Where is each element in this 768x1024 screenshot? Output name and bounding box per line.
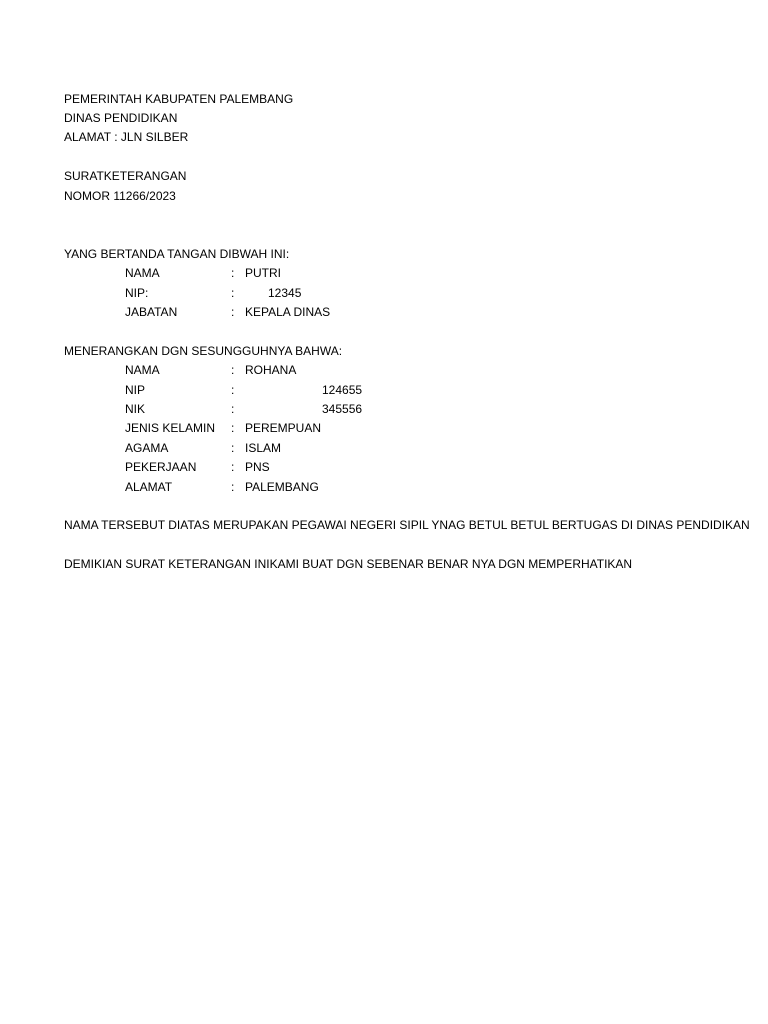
subject-row-name [0,363,768,377]
signer-row-position [0,305,768,319]
header-address: ALAMAT : JLN SILBER [64,130,189,144]
field-colon: : [231,266,235,280]
field-value: ISLAM [245,441,282,455]
field-value: 345556 [322,402,363,416]
field-label: AGAMA [125,441,169,455]
field-value: PALEMBANG [245,480,319,494]
field-value: PEREMPUAN [245,421,322,435]
field-label: PEKERJAAN [125,460,197,474]
field-colon: : [231,383,235,397]
signer-intro: YANG BERTANDA TANGAN DIBWAH INI: [64,247,290,261]
field-label: JABATAN [125,305,178,319]
field-value: PUTRI [245,266,281,280]
subject-row-gender [0,421,768,435]
field-label: JENIS KELAMIN [125,421,216,435]
field-value: ROHANA [245,363,297,377]
field-label: NAMA [125,363,160,377]
field-colon: : [231,480,235,494]
header-government: PEMERINTAH KABUPATEN PALEMBANG [64,92,294,106]
field-label: NAMA [125,266,160,280]
field-colon: : [231,286,235,300]
field-colon: : [231,305,235,319]
field-colon: : [231,363,235,377]
header-department: DINAS PENDIDIKAN [64,111,178,125]
field-value: KEPALA DINAS [245,305,331,319]
field-value: 124655 [322,383,363,397]
letter-number: NOMOR 11266/2023 [64,189,176,203]
letter-title: SURATKETERANGAN [64,169,187,183]
field-label: NIP [125,383,146,397]
closing-paragraph: DEMIKIAN SURAT KETERANGAN INIKAMI BUAT DGN SEBENAR BENAR NYA DGN MEMPERHATIKAN [64,557,633,571]
field-colon: : [231,460,235,474]
field-colon: : [231,421,235,435]
subject-row-nip [0,383,768,397]
statement-paragraph: NAMA TERSEBUT DIATAS MERUPAKAN PEGAWAI NEGERI SIPIL YNAG BETUL BETUL BERTUGAS DI DINAS PENDIDIKAN [64,518,750,532]
field-colon: : [231,402,235,416]
subject-row-religion [0,441,768,455]
signer-row-nip [0,286,768,300]
signer-row-name [0,266,768,280]
subject-row-occupation [0,460,768,474]
field-colon: : [231,441,235,455]
field-value: 12345 [268,286,302,300]
subject-row-nik [0,402,768,416]
field-value: PNS [245,460,270,474]
subject-row-address [0,480,768,494]
field-label: ALAMAT [125,480,173,494]
subject-intro: MENERANGKAN DGN SESUNGGUHNYA BAHWA: [64,344,343,358]
field-label: NIP: [125,286,149,300]
field-label: NIK [125,402,146,416]
